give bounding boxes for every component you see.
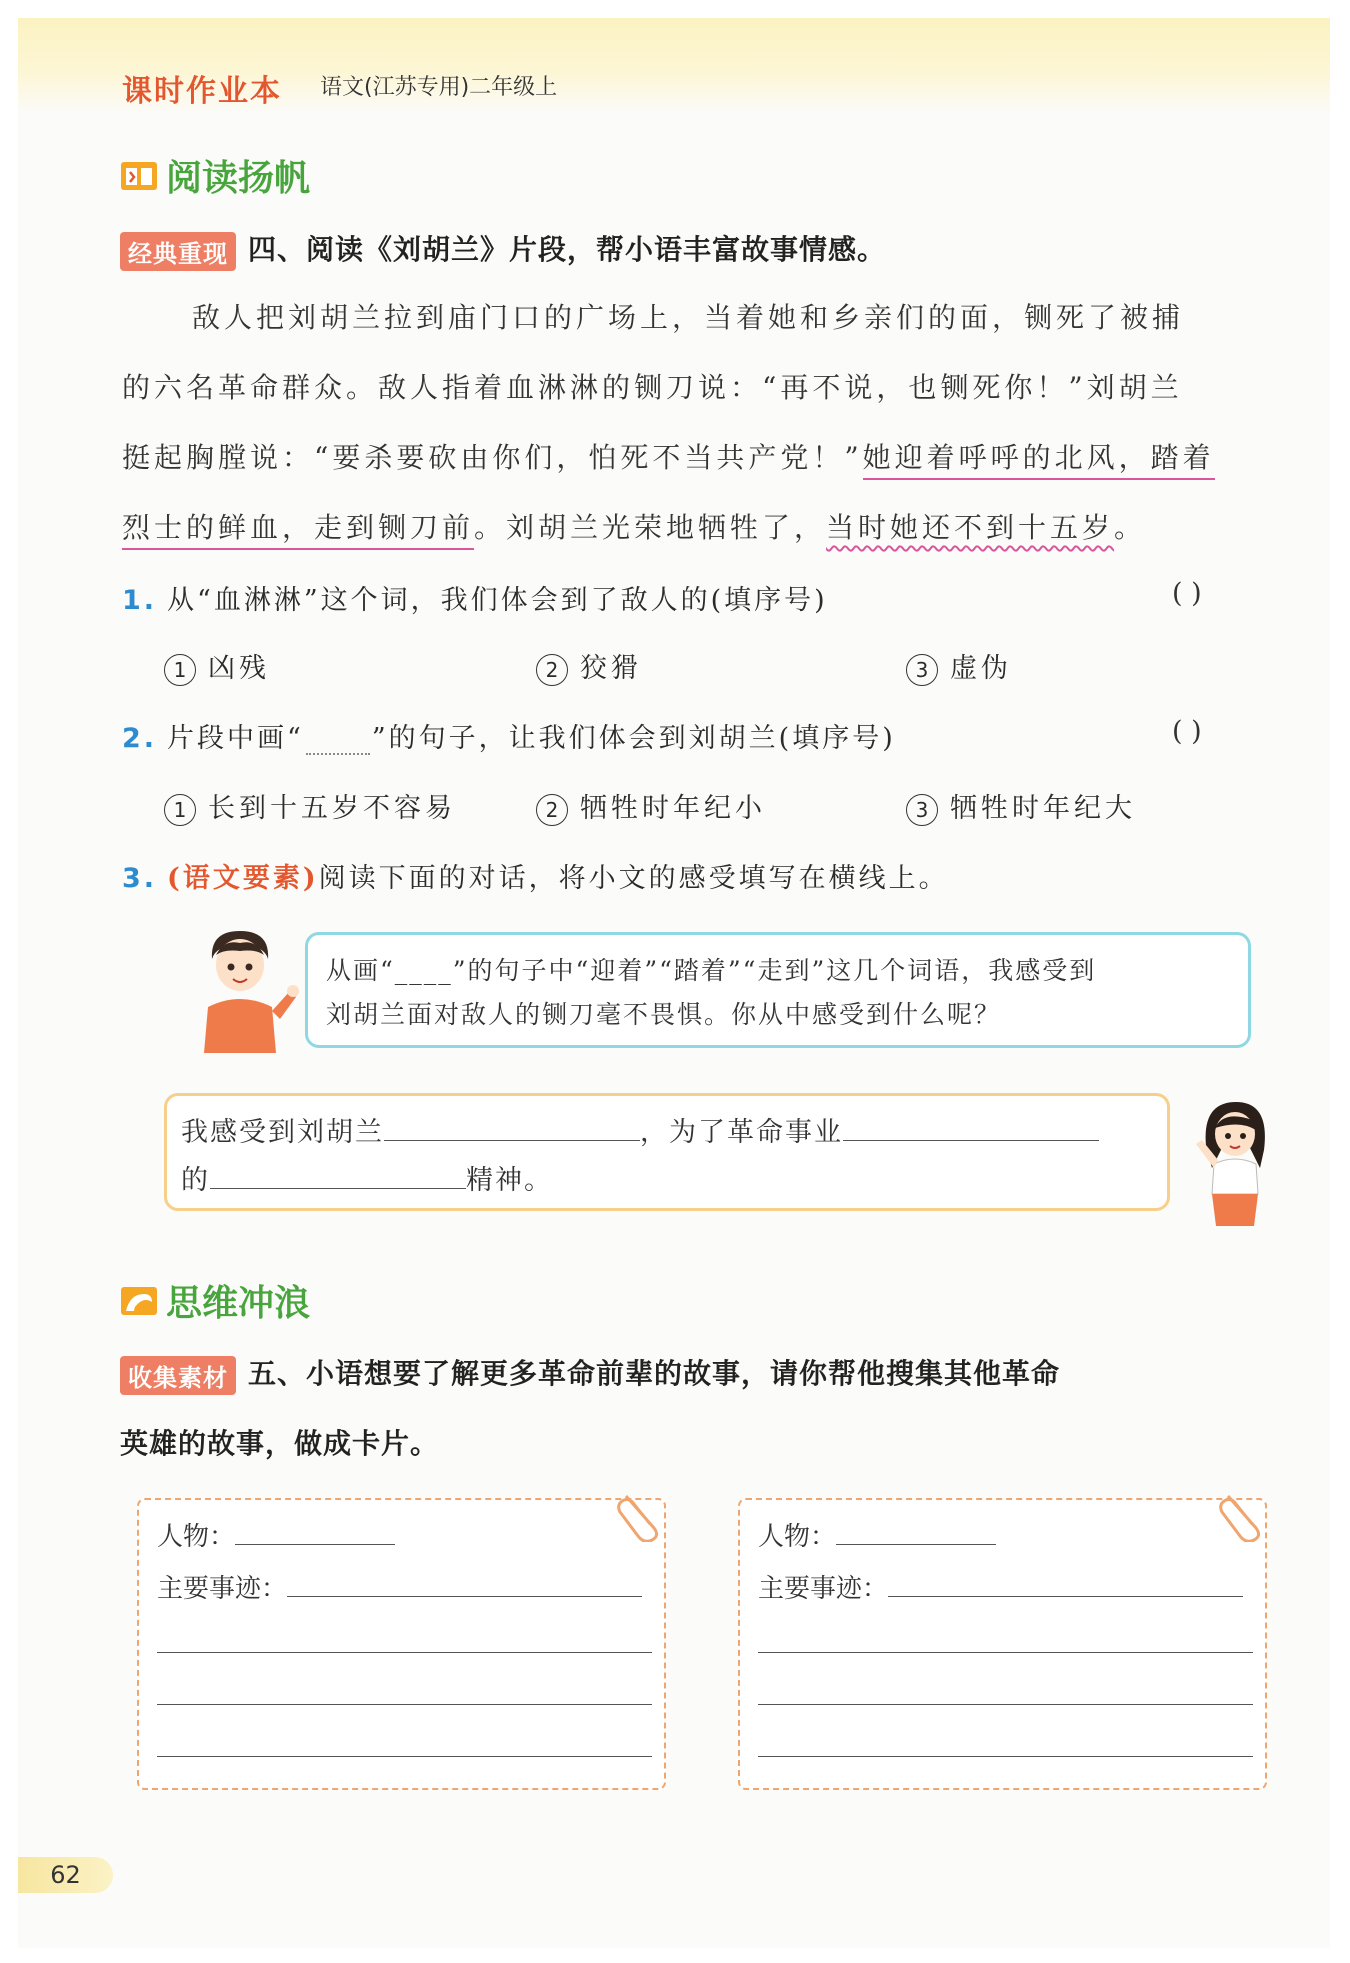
underlined-sentence: 她迎着呼呼的北风，踏着 [863, 441, 1215, 480]
writing-line[interactable] [157, 1704, 652, 1705]
passage-line [122, 506, 1146, 546]
answer-paren[interactable]: ( ) [1172, 578, 1202, 609]
answer-blank-1[interactable] [384, 1138, 640, 1141]
wavy-underlined-sentence: 当时她还不到十五岁 [826, 511, 1115, 544]
boy-speech-bubble [305, 932, 1251, 1048]
question-number: 1. [122, 585, 158, 616]
story-card-2 [738, 1498, 1267, 1790]
answer-line [181, 1110, 1099, 1149]
option-3[interactable] [906, 786, 1136, 826]
option-mark: 3 [906, 794, 938, 826]
answer-line [181, 1158, 553, 1197]
question-number: 3. [122, 863, 158, 894]
answer-middle: ，为了革命事业 [640, 1117, 843, 1148]
writing-line[interactable] [758, 1652, 1253, 1653]
writing-line[interactable] [758, 1704, 1253, 1705]
passage-line: 敌人把刘胡兰拉到庙门口的广场上，当着她和乡亲们的面，铡死了被捕 [192, 301, 1185, 334]
person-row [157, 1516, 395, 1553]
story-card-1 [137, 1498, 666, 1790]
wavy-line-sample [306, 749, 370, 755]
wave-icon [120, 1284, 158, 1318]
answer-blank-2[interactable] [843, 1138, 1099, 1141]
section-reading-title [120, 150, 310, 201]
option-mark: 2 [536, 794, 568, 826]
paperclip-icon [616, 1488, 664, 1542]
question-2-text: ”的句子，让我们体会到刘胡兰(填序号) [371, 723, 896, 754]
passage-line: 的六名革命群众。敌人指着血淋淋的铡刀说：“再不说，也铡死你！”刘胡兰 [122, 371, 1183, 404]
question-five-cont: 英雄的故事，做成卡片。 [120, 1427, 440, 1460]
option-mark: 1 [164, 794, 196, 826]
boy-speech-line: 刘胡兰面对敌人的铡刀毫不畏惧。你从中感受到什么呢？ [326, 1000, 1002, 1029]
option-text: 牺牲时年纪小 [580, 793, 766, 824]
option-text: 狡猾 [580, 653, 642, 684]
answer-suffix: 精神。 [466, 1165, 553, 1196]
deeds-label: 主要事迹： [758, 1574, 889, 1604]
passage-text: 。刘胡兰光荣地牺牲了， [474, 511, 827, 544]
person-row [758, 1516, 996, 1553]
answer-prefix: 的 [181, 1165, 210, 1196]
boy-illustration [190, 925, 300, 1053]
option-mark: 1 [164, 654, 196, 686]
option-1[interactable] [164, 786, 456, 826]
underlined-sentence: 烈士的鲜血，走到铡刀前 [122, 511, 474, 550]
deeds-label: 主要事迹： [157, 1574, 288, 1604]
tag-collect: 收集素材 [120, 1356, 236, 1395]
option-3[interactable] [906, 646, 1012, 686]
section-thinking-label: 思维冲浪 [166, 1283, 311, 1324]
option-text: 凶残 [208, 653, 270, 684]
person-label: 人物： [157, 1522, 236, 1552]
girl-answer-bubble [164, 1093, 1170, 1211]
language-element-tag: (语文要素) [167, 863, 319, 894]
answer-blank-3[interactable] [210, 1186, 466, 1189]
page-number: 62 [18, 1857, 113, 1893]
section-reading-label: 阅读扬帆 [166, 158, 311, 199]
deeds-row [758, 1568, 1243, 1605]
option-2[interactable] [536, 646, 642, 686]
option-mark: 3 [906, 654, 938, 686]
option-text: 牺牲时年纪大 [950, 793, 1136, 824]
person-blank[interactable] [235, 1542, 395, 1545]
option-mark: 2 [536, 654, 568, 686]
question-five-text: 五、小语想要了解更多革命前辈的故事，请你帮他搜集其他革命 [248, 1357, 1061, 1390]
writing-line[interactable] [157, 1652, 652, 1653]
question-four-text: 四、阅读《刘胡兰》片段，帮小语丰富故事情感。 [248, 233, 887, 266]
person-label: 人物： [758, 1522, 837, 1552]
question-number: 2. [122, 723, 158, 754]
girl-illustration [1190, 1094, 1280, 1226]
paperclip-icon [1218, 1488, 1266, 1542]
option-text: 长到十五岁不容易 [208, 793, 456, 824]
writing-line[interactable] [157, 1756, 652, 1757]
answer-prefix: 我感受到刘胡兰 [181, 1117, 384, 1148]
answer-paren[interactable]: ( ) [1172, 716, 1202, 747]
deeds-blank[interactable] [287, 1594, 642, 1597]
passage-line [122, 436, 1215, 476]
deeds-blank[interactable] [888, 1594, 1243, 1597]
question-2-text: 片段中画“ [167, 723, 304, 754]
deeds-row [157, 1568, 642, 1605]
option-text: 虚伪 [950, 653, 1012, 684]
question-3 [122, 856, 949, 895]
writing-line[interactable] [758, 1756, 1253, 1757]
option-1[interactable] [164, 646, 270, 686]
passage-text: 。 [1114, 511, 1147, 544]
option-2[interactable] [536, 786, 766, 826]
question-1 [122, 578, 828, 617]
section-thinking-title [120, 1275, 310, 1326]
passage-text: 挺起胸膛说：“要杀要砍由你们，怕死不当共产党！” [122, 441, 863, 474]
book-subtitle: 语文(江苏专用)二年级上 [320, 75, 558, 100]
question-1-text: 从“血淋淋”这个词，我们体会到了敌人的(填序号) [167, 585, 828, 616]
tag-classic: 经典重现 [120, 232, 236, 271]
question-five [120, 1352, 1060, 1395]
book-icon [120, 159, 158, 193]
book-title: 课时作业本 [122, 74, 282, 109]
question-3-text: 阅读下面的对话，将小文的感受填写在横线上。 [318, 863, 949, 894]
question-four [120, 228, 886, 271]
boy-speech-line: 从画“____”的句子中“迎着”“踏着”“走到”这几个词语，我感受到 [326, 956, 1097, 985]
question-2 [122, 716, 896, 755]
person-blank[interactable] [836, 1542, 996, 1545]
